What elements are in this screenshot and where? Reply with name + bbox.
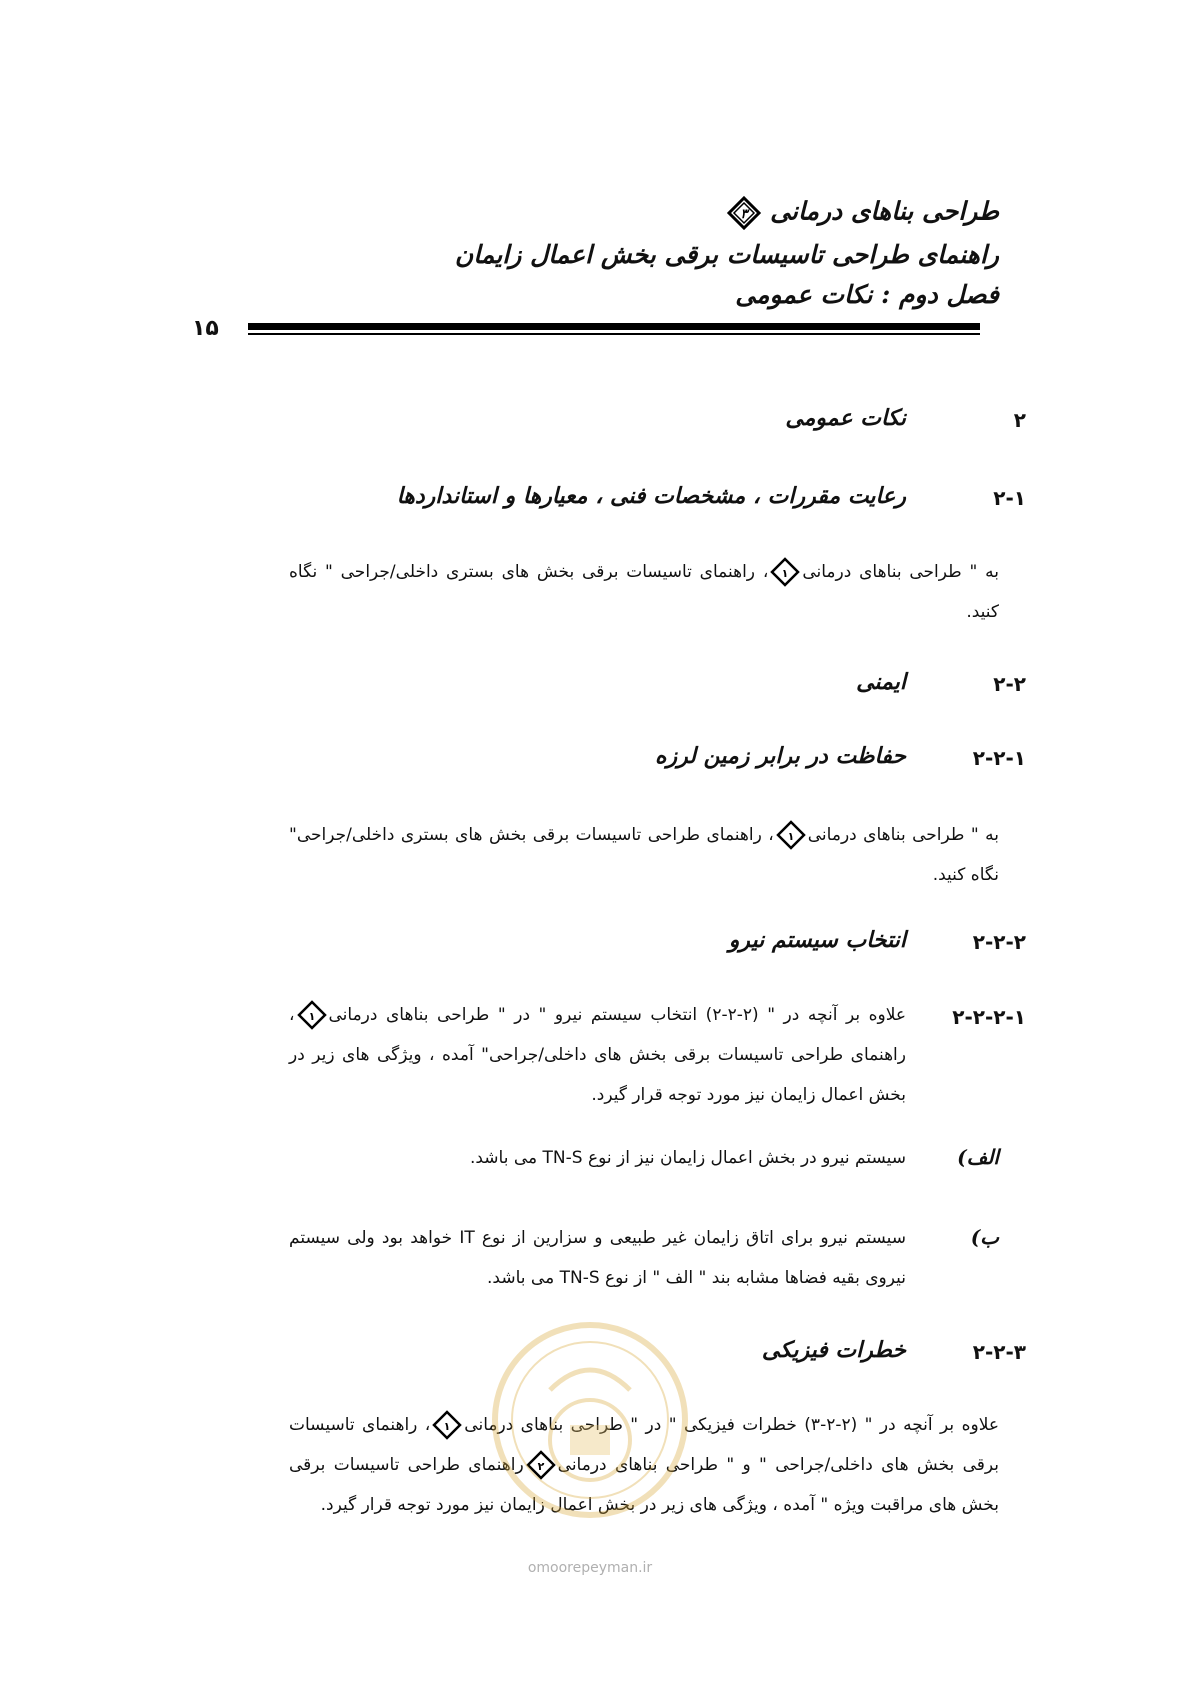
section-title: حفاظت در برابر زمین لرزه: [654, 743, 906, 769]
section-title: نکات عمومی: [785, 405, 906, 431]
svg-text:۱: ۱: [781, 567, 789, 580]
badge-icon: [432, 1410, 462, 1440]
section-number: ۲-۲: [993, 672, 1026, 696]
section-title: رعایت مقررات ، مشخصات فنی ، معیارها و استانداردها: [396, 483, 906, 509]
watermark-logo-icon: [490, 1320, 690, 1520]
item-b-label: ب): [970, 1225, 999, 1249]
item-a-label: الف): [957, 1145, 999, 1169]
badge-icon: [776, 820, 806, 850]
section-title: ایمنی: [856, 669, 906, 695]
section-title: خطرات فیزیکی: [761, 1337, 906, 1363]
series-title: [721, 196, 999, 230]
paragraph: به " طراحی بناهای درمانی ۱ ، راهنمای تاسیسات برقی بخش های بستری داخلی/جراحی " نگاه کنید.: [289, 552, 999, 632]
guide-title: راهنمای طراحی تاسیسات برقی بخش اعمال زایمان: [454, 240, 999, 269]
section-number: ۲-۲-۳: [972, 1340, 1026, 1364]
subsection-number: ۲-۲-۲-۱: [952, 1005, 1026, 1029]
svg-text:۲: ۲: [537, 1460, 545, 1473]
section-number: ۲-۱: [993, 486, 1026, 510]
section-title: انتخاب سیستم نیرو: [728, 927, 906, 953]
badge-icon: [297, 1000, 327, 1030]
series-badge-icon: [727, 196, 761, 230]
section-number: ۲-۲-۲: [972, 930, 1026, 954]
badge-icon: [770, 557, 800, 587]
chapter-title: فصل دوم : نکات عمومی: [735, 280, 999, 309]
section-number: ۲: [1013, 408, 1026, 432]
watermark-text: omoorepeyman.ir: [527, 1560, 653, 1576]
section-number: ۲-۲-۱: [972, 746, 1026, 770]
item-b-text: سیستم نیرو برای اتاق زایمان غیر طبیعی و سزارین از نوع IT خواهد بود ولی سیستم نیروی بقیه فضاها مشابه بند " الف " از نوع TN-S می باشد.: [289, 1228, 906, 1288]
header-rule: [248, 323, 980, 339]
item-a-text: سیستم نیرو در بخش اعمال زایمان نیز از نوع TN-S می باشد.: [469, 1148, 906, 1168]
series-title-text: طراحی بناهای درمانی: [770, 196, 999, 226]
page-number: ۱۵: [192, 316, 219, 341]
svg-text:۱: ۱: [308, 1010, 315, 1023]
svg-text:۱: ۱: [443, 1420, 451, 1433]
paragraph: علاوه بر آنچه در " (۲-۲-۳) خطرات فیزیکی " در " طراحی بناهای درمانی ۱ ، راهنمای تاسیسات برقی بخش های داخلی/جراحی " و " طراحی بناهای درمانی ۲ راهنمای طراحی تاسیسات برقی بخش های مراقبت ویژه " آمده ، ویژگی های زیر در بخش اعمال زایمان نیز مورد توجه قرار گیرد.: [289, 1405, 999, 1525]
svg-text:۱: ۱: [787, 830, 795, 843]
paragraph: به " طراحی بناهای درمانی ۱ ، راهنمای طراحی تاسیسات برقی بخش های بستری داخلی/جراحی" نگاه کنید.: [289, 815, 999, 895]
series-badge-number: ۳: [740, 207, 748, 222]
paragraph: علاوه بر آنچه در " (۲-۲-۲) انتخاب سیستم نیرو " در " طراحی بناهای درمانی ۱ ، راهنمای طراحی تاسیسات برقی بخش های داخلی/جراحی" آمده ، ویژگی های زیر در بخش اعمال زایمان نیز مورد توجه قرار گیرد.: [289, 995, 906, 1115]
